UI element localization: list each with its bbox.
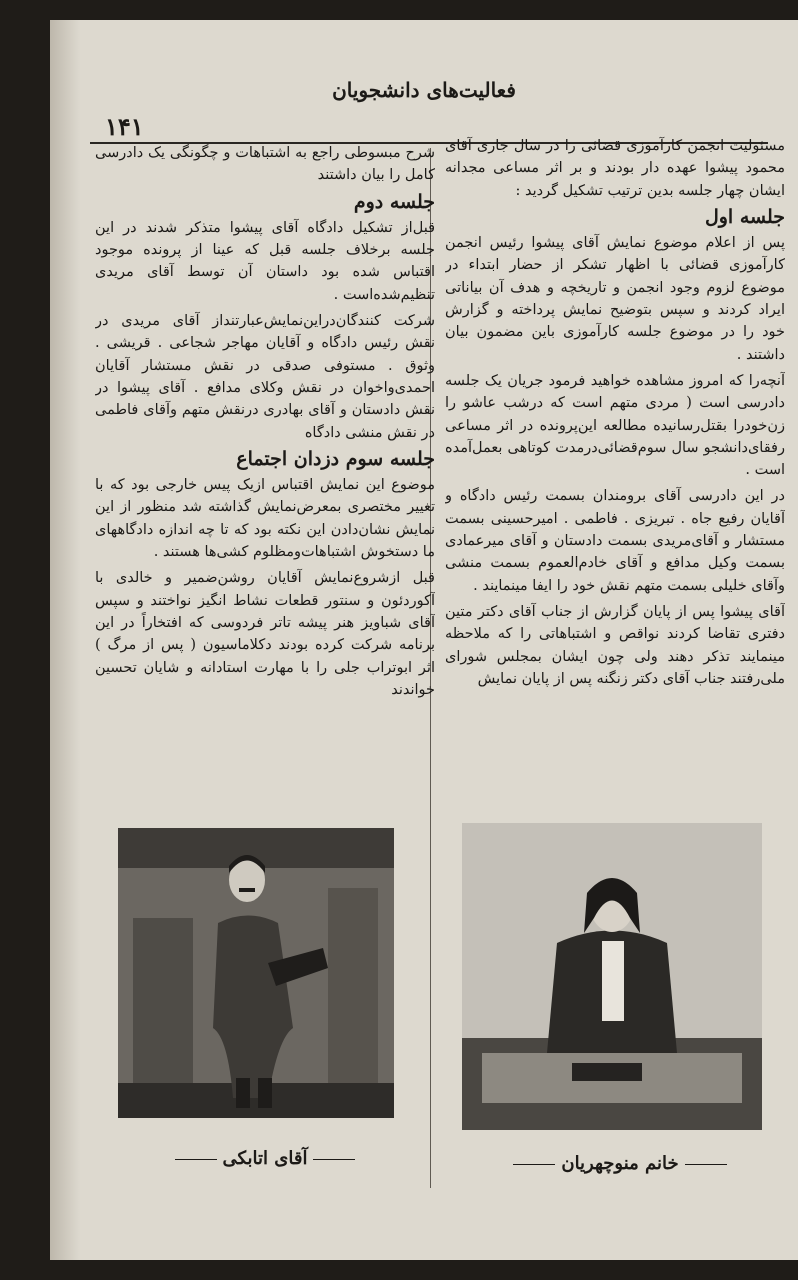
right-paragraph-3: در این دادرسی آقای برومندان بسمت رئیس دادگاه و آقایان رفیع جاه . تبریزی . فاطمی . امیرحسینی بسمت مستشار و آقای‌مریدی بسمت دادستان و آقای میرعمادی بسمت وکیل مدافع و آقای خادم‌العموم بسمت منشی وآقای خلیلی بسمت متهم نقش خود را ایفا مینمایند . [445, 488, 785, 594]
photo-woman-seated-illustration [462, 823, 762, 1130]
photo-man-reading [118, 828, 394, 1118]
right-column [445, 135, 785, 805]
caption-right-line-before [685, 1164, 727, 1165]
right-paragraph-2: آنچه‌را که امروز مشاهده خواهید فرمود جریان یک جلسه دادرسی است ( مردی متهم است که درشب عاشو را زن‌خودرا بقتل‌رسانیده مطالعه این‌پرونده در اثر مساعی رفقای‌دانشجو سال سوم‌قضائی‌درمدت کوتاهی بعمل‌آمده است . [445, 372, 785, 479]
caption-left-text: آقای اتابکی [222, 1148, 308, 1169]
heading-session-3: جلسه سوم دزدان اجتماع [236, 447, 435, 470]
photo-woman-seated [462, 823, 762, 1130]
left-paragraph-3: موضوع این نمایش اقتباس ازیک پیس خارجی بود که با تغییر مختصری بمعرض‌نمایش گذاشته شد منظور از این نمایش نشان‌دادن این نکته بود که تا چه اندازه دادگاههای ما دستخوش اشتباهات‌ومظلوم کشی‌ها هستند . [95, 477, 435, 561]
left-column [95, 142, 435, 802]
right-paragraph-4: آقای پیشوا پس از پایان گزارش از جناب آقای دکتر متین دفتری تقاضا کردند نواقص و اشتباهاتی را که ملاحظه مینمایند تذکر دهند ولی چون ایشان بمجلس شورای ملی‌رفتند جناب آقای دکتر زنگنه پس از پایان نمایش [445, 603, 785, 687]
caption-left-line-after [175, 1159, 217, 1160]
caption-left [160, 1148, 370, 1169]
running-head: فعالیت‌های دانشجویان [332, 78, 516, 102]
page-fold-shadow [50, 20, 80, 1260]
caption-right [500, 1153, 740, 1174]
magazine-page [50, 20, 798, 1260]
caption-left-line-before [313, 1159, 355, 1160]
left-paragraph-1: قبل‌از تشکیل دادگاه آقای پیشوا متذکر شدند در این جلسه برخلاف جلسه قبل که عینا از پرونده موجود اقتباس شده بود داستان آن توسط آقای مریدی تنظیم‌شده‌است . [95, 219, 435, 303]
heading-session-2: جلسه دوم [353, 190, 435, 213]
page-number: ۱۴۱ [105, 112, 144, 141]
heading-session-1: جلسه اول [704, 205, 785, 228]
left-paragraph-0: شرح مبسوطی راجع به اشتباهات و چگونگی یک دادرسی کامل را بیان داشتند [95, 145, 435, 184]
right-paragraph-1: پس از اعلام موضوع نمایش آقای پیشوا رئیس انجمن کارآموزی قضائی با اظهار تشکر از حضار ابتداء در موضوع لزوم وجود انجمن و تاریخچه و هدف آن بیاناتی ایراد کردند و سپس بتوضیح نمایش پرداخته و گزارش خود را در موضوع جلسه کارآموزی باین مضمون بیان داشتند . [445, 235, 785, 363]
photo-man-reading-illustration [118, 828, 394, 1118]
left-paragraph-2: شرکت کنندگان‌دراین‌نمایش‌عبارتنداز آقای مریدی در نقش رئیس دادگاه و آقایان مهاجر شجاعی . قریشی . وثوق . مستوفی صدقی در نقش مستشار آقایان احمدی‌واخوان در نقش وکلای مدافع . آقای پیشوا در نقش دادستان و آقای بهادری درنقش متهم وآقای فاطمی در نقش منشی دادگاه [95, 313, 435, 441]
left-paragraph-4: قبل ازشروع‌نمایش آقایان روشن‌ضمیر و خالدی با آکوردئون و سنتور قطعات نشاط انگیز نواختند و سپس آقای شباویز هنر پیشه تاتر فردوسی که افتخاراً در این برنامه شرکت کرده بودند دکلاماسیون ( پس از مرگ ) اثر ابوتراب جلی را با مهارت استادانه و شایان تحسین خواندند [95, 570, 435, 698]
caption-right-line-after [513, 1164, 555, 1165]
right-intro: مسئولیت انجمن کارآموزی قضائی را در سال جاری آقای محمود پیشوا عهده دار بودند و بر اثر مساعی مجدانه ایشان چهار جلسه بدین ترتیب تشکیل گردید : [445, 138, 785, 199]
caption-right-text: خانم منوچهریان [561, 1153, 679, 1174]
